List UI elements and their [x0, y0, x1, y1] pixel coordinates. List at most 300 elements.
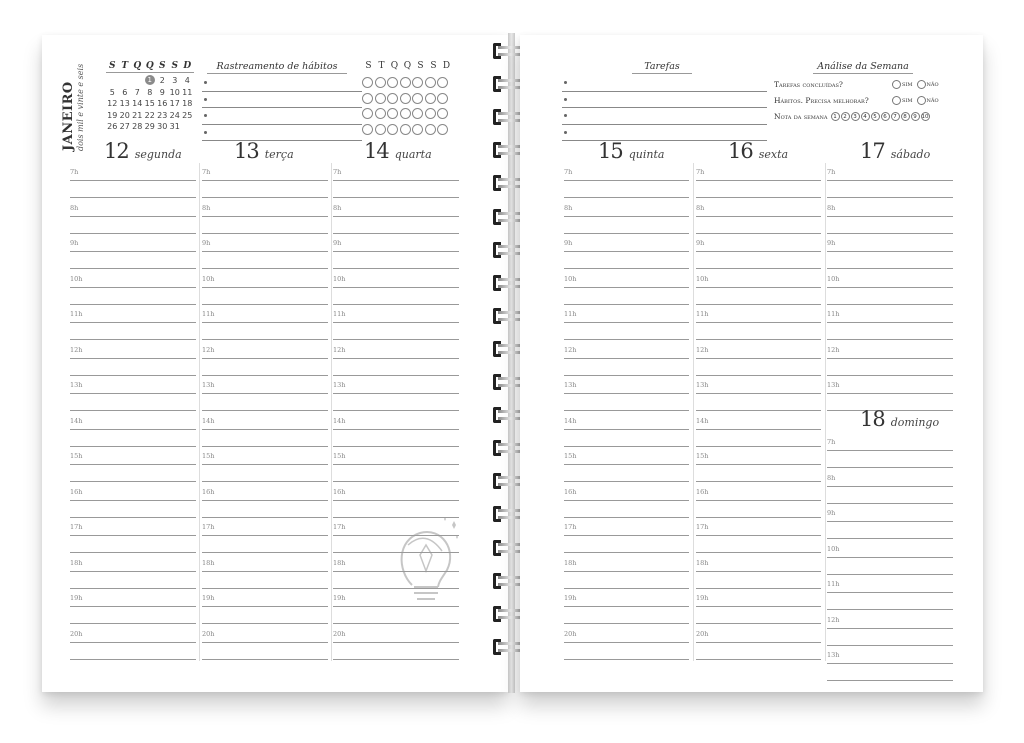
habit-checkbox[interactable] — [387, 124, 398, 135]
hour-label: 7h — [827, 168, 836, 176]
hour-slot[interactable] — [827, 433, 953, 469]
hour-label: 8h — [70, 203, 79, 212]
writing-line — [202, 500, 328, 501]
hour-slot[interactable] — [70, 483, 196, 519]
hour-slot[interactable] — [564, 518, 689, 554]
writing-line — [564, 535, 689, 536]
hour-slot[interactable] — [202, 554, 328, 590]
weekday: S — [109, 61, 116, 71]
writing-line — [202, 606, 328, 607]
hour-slot[interactable] — [70, 554, 196, 590]
score-option[interactable]: 10 — [921, 113, 929, 120]
hour-label: 10h — [333, 274, 346, 283]
habit-checkbox[interactable] — [412, 77, 423, 88]
hour-slot[interactable] — [202, 270, 328, 306]
hour-slot[interactable] — [564, 412, 689, 448]
hour-slot[interactable] — [827, 341, 953, 377]
hour-label: 9h — [70, 239, 79, 247]
mini-calendar-grid — [106, 75, 194, 133]
analysis-row-habits — [774, 92, 943, 108]
habit-line[interactable] — [202, 108, 362, 125]
habit-checkbox[interactable] — [375, 108, 386, 119]
hour-slot[interactable] — [333, 625, 459, 661]
hour-label: 10h — [696, 274, 709, 283]
hour-slot[interactable] — [827, 199, 953, 235]
hour-slot[interactable] — [202, 341, 328, 377]
day-number: 14 — [364, 139, 389, 163]
option-yes[interactable] — [892, 80, 913, 89]
weekday: Q — [390, 61, 399, 71]
habit-checkbox[interactable] — [425, 77, 436, 88]
writing-line — [564, 606, 689, 607]
writing-line — [202, 393, 328, 394]
hour-slot[interactable] — [70, 412, 196, 448]
habit-checkbox[interactable] — [400, 108, 411, 119]
calendar-day: 8 — [147, 87, 153, 97]
writing-line — [564, 251, 689, 252]
writing-line — [333, 287, 459, 288]
hour-slot[interactable] — [564, 554, 689, 590]
hour-slot[interactable] — [333, 376, 459, 412]
writing-line — [564, 322, 689, 323]
habit-checkbox[interactable] — [412, 93, 423, 104]
hour-slot[interactable] — [827, 611, 953, 647]
hour-label: 9h — [333, 239, 342, 247]
habit-checkbox[interactable] — [412, 108, 423, 119]
habit-checkbox-grid — [362, 75, 450, 137]
hour-slot[interactable] — [696, 341, 821, 377]
column-divider — [331, 163, 332, 661]
hour-slot[interactable] — [70, 625, 196, 661]
score-option[interactable]: 6 — [881, 112, 890, 121]
hour-label: 11h — [70, 310, 83, 318]
hour-slot[interactable] — [827, 234, 953, 270]
hour-slot[interactable] — [564, 234, 689, 270]
hour-slot[interactable] — [564, 341, 689, 377]
hour-slot[interactable] — [333, 412, 459, 448]
writing-line — [70, 393, 196, 394]
day-number: 15 — [598, 139, 623, 163]
calendar-day: 5 — [109, 87, 115, 97]
writing-line — [827, 521, 953, 522]
writing-line — [202, 251, 328, 252]
hour-label: 14h — [564, 416, 577, 425]
day-name: quarta — [394, 148, 432, 161]
weekday: T — [121, 61, 129, 71]
habit-checkbox[interactable] — [375, 124, 386, 135]
option-label: sim — [902, 96, 913, 104]
schedule-column-monday — [70, 163, 196, 660]
habit-checkbox[interactable] — [400, 124, 411, 135]
hour-slot[interactable] — [70, 518, 196, 554]
score-option[interactable]: 8 — [901, 112, 910, 121]
hour-label: 10h — [827, 274, 840, 283]
writing-line — [696, 535, 821, 536]
calendar-day — [119, 75, 132, 87]
score-option[interactable]: 9 — [911, 112, 920, 121]
mini-calendar-weekdays — [106, 61, 194, 73]
question-label: Hábitos. Precisa melhorar? — [774, 95, 869, 105]
option-label: sim — [902, 80, 913, 88]
day-number: 17 — [860, 139, 885, 163]
hour-slot[interactable] — [564, 376, 689, 412]
writing-line — [696, 642, 821, 643]
writing-line — [70, 500, 196, 501]
habit-checkbox[interactable] — [400, 77, 411, 88]
hour-slot[interactable] — [696, 234, 821, 270]
score-option[interactable]: 7 — [891, 112, 900, 121]
writing-line — [696, 251, 821, 252]
hour-slot[interactable] — [696, 589, 821, 625]
hour-label: 8h — [696, 203, 705, 212]
hour-slot[interactable] — [70, 589, 196, 625]
hour-slot[interactable] — [333, 483, 459, 519]
hour-slot[interactable] — [696, 483, 821, 519]
hour-slot[interactable] — [564, 483, 689, 519]
score-option[interactable]: 2 — [841, 112, 850, 121]
hour-slot[interactable] — [564, 199, 689, 235]
hour-label: 20h — [696, 629, 709, 638]
hour-slot[interactable] — [827, 163, 953, 199]
writing-line — [333, 393, 459, 394]
habit-checkbox[interactable] — [412, 124, 423, 135]
hour-slot[interactable] — [333, 199, 459, 235]
option-no[interactable] — [917, 80, 939, 89]
hour-slot[interactable] — [827, 270, 953, 306]
writing-line — [696, 464, 821, 465]
hour-slot[interactable] — [696, 518, 821, 554]
writing-line — [564, 500, 689, 501]
writing-line — [564, 287, 689, 288]
calendar-day: 22 — [144, 110, 155, 120]
calendar-day: 18 — [182, 99, 193, 108]
habit-checkbox[interactable] — [437, 124, 448, 135]
hour-slot[interactable] — [202, 483, 328, 519]
habit-checkbox[interactable] — [387, 77, 398, 88]
option-no[interactable] — [917, 96, 939, 105]
hour-label: 12h — [202, 345, 215, 354]
hour-label: 18h — [564, 558, 577, 567]
schedule-column-thursday — [564, 163, 689, 660]
hour-slot[interactable] — [333, 270, 459, 306]
writing-line — [827, 592, 953, 593]
hour-slot[interactable] — [827, 469, 953, 505]
hour-slot[interactable] — [202, 199, 328, 235]
writing-line — [696, 287, 821, 288]
habit-lines — [202, 75, 362, 141]
writing-line — [70, 464, 196, 465]
calendar-day: 13 — [119, 99, 130, 108]
writing-line — [827, 393, 953, 394]
habit-checkbox[interactable] — [375, 93, 386, 104]
hour-slot[interactable] — [564, 163, 689, 199]
habit-checkbox[interactable] — [387, 93, 398, 104]
bullet-icon — [564, 81, 567, 84]
hour-slot[interactable] — [70, 199, 196, 235]
writing-line — [70, 429, 196, 430]
calendar-day: 15 — [144, 99, 155, 108]
habit-checkbox[interactable] — [437, 93, 448, 104]
hour-slot[interactable] — [564, 270, 689, 306]
habit-checkbox[interactable] — [425, 124, 436, 135]
writing-line — [202, 287, 328, 288]
hour-label: 12h — [70, 345, 83, 354]
hour-label: 20h — [333, 629, 346, 638]
writing-line — [827, 358, 953, 359]
hour-label: 12h — [827, 615, 840, 624]
bullet-icon — [564, 98, 567, 101]
task-line[interactable] — [562, 108, 767, 125]
hour-slot[interactable] — [827, 540, 953, 576]
calendar-day: 29 — [144, 122, 155, 131]
habit-checkbox[interactable] — [362, 108, 373, 119]
hour-slot[interactable] — [70, 163, 196, 199]
circle-icon — [917, 80, 926, 89]
hour-slot[interactable] — [827, 646, 953, 682]
hour-slot[interactable] — [70, 270, 196, 306]
hour-slot[interactable] — [70, 341, 196, 377]
day-number: 18 — [860, 407, 885, 431]
calendar-day: 17 — [169, 99, 180, 108]
writing-line — [70, 642, 196, 643]
writing-line — [70, 180, 196, 181]
hour-label: 11h — [564, 310, 577, 318]
hour-label: 18h — [696, 558, 709, 567]
day-name: sábado — [890, 148, 931, 161]
writing-line — [202, 464, 328, 465]
day-name: segunda — [134, 148, 182, 161]
writing-line — [564, 571, 689, 572]
hour-slot[interactable] — [333, 447, 459, 483]
option-label: não — [926, 96, 939, 104]
hour-label: 19h — [564, 594, 577, 602]
hour-slot[interactable] — [70, 376, 196, 412]
hour-label: 19h — [696, 594, 709, 602]
hour-slot[interactable] — [696, 447, 821, 483]
writing-line — [827, 680, 953, 681]
bullet-icon — [564, 114, 567, 117]
habit-checkbox-row — [362, 106, 450, 122]
hour-slot[interactable] — [202, 518, 328, 554]
writing-line — [333, 642, 459, 643]
habit-checkbox[interactable] — [362, 124, 373, 135]
habit-checkbox[interactable] — [387, 108, 398, 119]
calendar-day: 25 — [182, 110, 193, 120]
writing-line — [696, 180, 821, 181]
hour-label: 7h — [70, 168, 79, 176]
hour-slot[interactable] — [827, 305, 953, 341]
calendar-day: 3 — [172, 76, 178, 85]
calendar-day: 6 — [122, 87, 128, 97]
column-divider — [825, 163, 826, 661]
hour-label: 16h — [202, 487, 215, 496]
writing-line — [827, 663, 953, 664]
analysis-row-tasks — [774, 76, 943, 92]
hour-slot[interactable] — [696, 376, 821, 412]
hour-slot[interactable] — [696, 412, 821, 448]
habit-checkbox-row — [362, 75, 450, 91]
writing-line — [696, 322, 821, 323]
hour-label: 15h — [202, 452, 215, 460]
weekday: S — [171, 61, 178, 71]
hour-slot[interactable] — [70, 447, 196, 483]
hour-slot[interactable] — [70, 234, 196, 270]
hour-slot[interactable] — [202, 305, 328, 341]
writing-line — [333, 500, 459, 501]
hour-label: 13h — [70, 381, 83, 389]
habit-checkbox[interactable] — [362, 93, 373, 104]
hour-label: 13h — [333, 381, 346, 389]
hour-label: 17h — [696, 523, 709, 531]
score-option[interactable]: 4 — [861, 112, 870, 121]
year-text: dois mil e vinte e seis — [76, 63, 85, 151]
weekday: S — [365, 61, 372, 71]
writing-line — [827, 251, 953, 252]
writing-line — [564, 180, 689, 181]
hour-label: 7h — [202, 168, 211, 176]
day-number: 13 — [234, 139, 259, 163]
hour-slot[interactable] — [696, 270, 821, 306]
hour-slot[interactable] — [696, 199, 821, 235]
hour-slot[interactable] — [202, 234, 328, 270]
hour-label: 7h — [333, 168, 342, 176]
hour-label: 11h — [696, 310, 709, 318]
hour-slot[interactable] — [564, 625, 689, 661]
writing-line — [333, 251, 459, 252]
score-option[interactable]: 3 — [851, 112, 860, 121]
hour-label: 17h — [202, 523, 215, 531]
hour-label: 9h — [202, 239, 211, 247]
hour-slot[interactable] — [70, 305, 196, 341]
hour-slot[interactable] — [333, 305, 459, 341]
habit-line[interactable] — [202, 75, 362, 92]
hour-label: 13h — [827, 381, 840, 389]
hour-label: 10h — [564, 274, 577, 283]
hour-slot[interactable] — [202, 163, 328, 199]
hour-slot[interactable] — [564, 305, 689, 341]
hour-label: 12h — [564, 345, 577, 354]
habit-checkbox[interactable] — [400, 93, 411, 104]
hour-slot[interactable] — [696, 305, 821, 341]
hour-slot[interactable] — [202, 589, 328, 625]
writing-line — [827, 216, 953, 217]
option-yes[interactable] — [892, 96, 913, 105]
score-options — [831, 112, 931, 121]
hour-slot[interactable] — [696, 554, 821, 590]
calendar-day: 19 — [107, 110, 118, 120]
habit-checkbox[interactable] — [437, 77, 448, 88]
writing-line — [827, 180, 953, 181]
writing-line — [696, 500, 821, 501]
bullet-icon — [204, 81, 207, 84]
bullet-icon — [204, 114, 207, 117]
writing-line — [827, 557, 953, 558]
hour-slot[interactable] — [827, 575, 953, 611]
hour-label: 15h — [564, 452, 577, 460]
calendar-day: 10 — [169, 87, 180, 97]
writing-line — [696, 393, 821, 394]
habit-checkbox[interactable] — [362, 77, 373, 88]
day-header-sunday — [860, 407, 939, 431]
habit-checkbox[interactable] — [375, 77, 386, 88]
habit-checkbox[interactable] — [425, 108, 436, 119]
hour-label: 12h — [827, 345, 840, 354]
hour-label: 9h — [564, 239, 573, 247]
writing-line — [696, 429, 821, 430]
day-header-monday — [104, 139, 182, 163]
hour-label: 15h — [333, 452, 346, 460]
calendar-day: 24 — [169, 110, 180, 120]
writing-line — [696, 358, 821, 359]
hour-slot[interactable] — [202, 447, 328, 483]
writing-line — [70, 535, 196, 536]
hour-label: 14h — [202, 416, 215, 425]
hour-slot[interactable] — [202, 412, 328, 448]
score-option[interactable]: 5 — [871, 112, 880, 121]
task-line[interactable] — [562, 75, 767, 92]
hour-label: 9h — [827, 239, 836, 247]
hour-label: 17h — [70, 523, 83, 531]
writing-line — [202, 216, 328, 217]
day-header-saturday — [860, 139, 930, 163]
day-number: 12 — [104, 139, 129, 163]
writing-line — [696, 216, 821, 217]
writing-line — [333, 606, 459, 607]
hour-label: 14h — [696, 416, 709, 425]
habit-checkbox[interactable] — [437, 108, 448, 119]
hour-slot[interactable] — [202, 376, 328, 412]
task-line[interactable] — [562, 92, 767, 109]
hour-label: 13h — [696, 381, 709, 389]
hour-label: 16h — [696, 487, 709, 496]
hour-slot[interactable] — [333, 234, 459, 270]
calendar-day: 14 — [132, 99, 143, 108]
hour-label: 18h — [333, 558, 346, 567]
hour-slot[interactable] — [827, 504, 953, 540]
habit-line[interactable] — [202, 92, 362, 109]
writing-line — [70, 571, 196, 572]
bullet-icon — [204, 98, 207, 101]
hour-label: 8h — [827, 473, 836, 482]
hour-label: 7h — [564, 168, 573, 176]
writing-line — [827, 450, 953, 451]
month-name: JANEIRO — [61, 81, 76, 151]
right-page — [520, 35, 983, 692]
hour-label: 18h — [70, 558, 83, 567]
hour-slot[interactable] — [564, 589, 689, 625]
score-option[interactable]: 1 — [831, 112, 840, 121]
hour-slot[interactable] — [564, 447, 689, 483]
habit-checkbox[interactable] — [425, 93, 436, 104]
calendar-day: 11 — [182, 87, 193, 97]
hour-label: 11h — [333, 310, 346, 318]
day-header-thursday — [598, 139, 664, 163]
schedule-column-sunday — [827, 433, 953, 682]
weekday: D — [183, 61, 192, 71]
writing-line — [202, 322, 328, 323]
hour-slot[interactable] — [202, 625, 328, 661]
hour-label: 8h — [564, 203, 573, 212]
circle-icon — [892, 80, 901, 89]
hour-label: 10h — [202, 274, 215, 283]
column-divider — [199, 163, 200, 661]
hour-slot[interactable] — [333, 341, 459, 377]
hour-label: 7h — [696, 168, 705, 176]
hour-slot[interactable] — [333, 163, 459, 199]
writing-line — [827, 287, 953, 288]
hour-slot[interactable] — [696, 163, 821, 199]
hour-slot[interactable] — [696, 625, 821, 661]
